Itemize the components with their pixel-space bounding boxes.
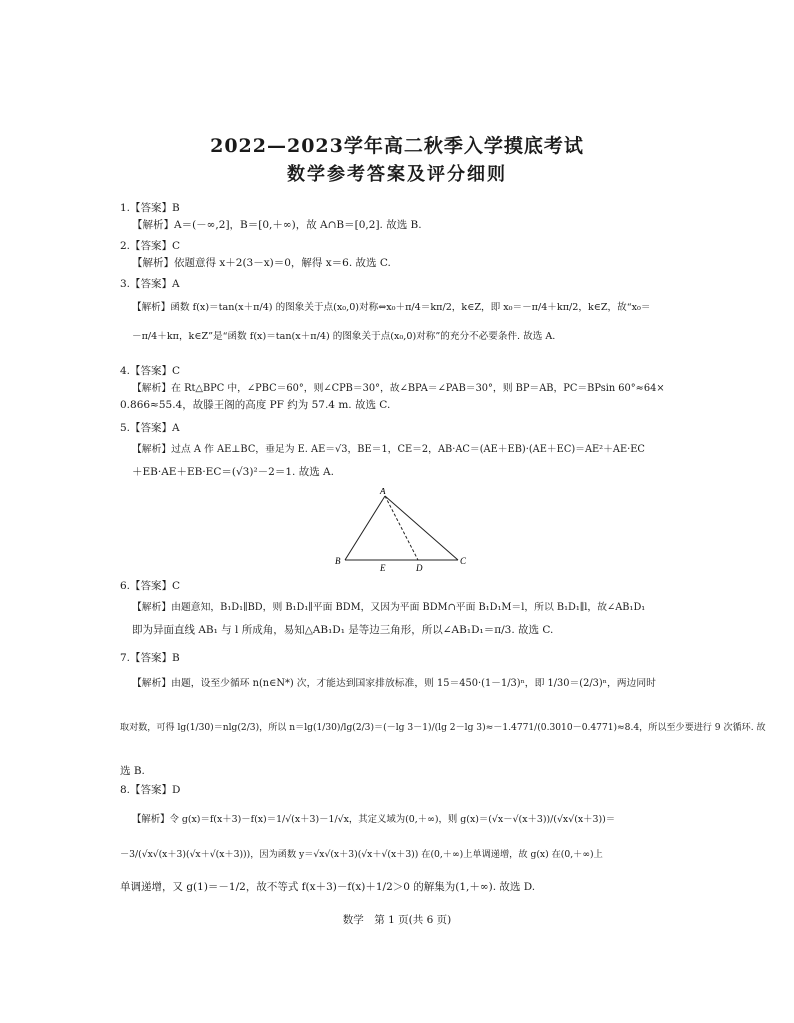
- page-title: 2022—2023学年高二秋季入学摸底考试: [210, 135, 584, 157]
- question-3: [120, 276, 680, 345]
- explanation-line: 【解析】在 Rt△BPC 中，∠PBC＝60°，则∠CPB＝30°，故∠BPA＝∠PAB＝30°，则 BP＝AB，PC＝BPsin 60°≈64×: [132, 383, 665, 394]
- question-6: [120, 578, 680, 639]
- answer-label: 3.【答案】A: [120, 278, 180, 290]
- page-subtitle: 数学参考答案及评分细则: [287, 164, 507, 185]
- answer-label: 6.【答案】C: [120, 580, 181, 592]
- explanation-line: 取对数，可得 lg(1/30)＝nlg(2/3)，所以 n＝lg(1/30)/lg(2/3)＝(－lg 3－1)/(lg 2－lg 3)≈－1.4771/(0.3010－0.4771)≈8.4，所以至少要进行 9 次循环. 故: [120, 723, 766, 733]
- label-a: A: [380, 488, 386, 496]
- explanation-line: －3/(√x√(x＋3)(√x＋√(x＋3)))，因为函数 y＝√x√(x＋3)(√x＋√(x＋3)) 在(0,＋∞)上单调递增，故 g(x) 在(0,＋∞)上: [120, 849, 603, 860]
- answer-label: 1.【答案】B: [120, 202, 180, 214]
- answer-label: 2.【答案】C: [120, 240, 181, 252]
- question-5: [120, 420, 680, 481]
- explanation-line: 【解析】令 g(x)＝f(x＋3)－f(x)＝1/√(x＋3)－1/√x，其定义域为(0,＋∞)，则 g(x)＝(√x－√(x＋3))/(√x√(x＋3))＝: [132, 814, 616, 825]
- explanation-line: 【解析】由题，设至少循环 n(n∈N*) 次，才能达到国家排放标准，则 15＝450·(1－1/3)ⁿ，即 1/30＝(2/3)ⁿ，两边同时: [132, 678, 656, 689]
- label-c: C: [460, 556, 467, 566]
- segment-ad: [385, 496, 418, 560]
- label-b: B: [335, 556, 341, 566]
- label-d: D: [416, 563, 423, 573]
- question-1: [120, 200, 680, 234]
- explanation-line: 【解析】依题意得 x＋2(3－x)＝0，解得 x＝6. 故选 C.: [132, 257, 391, 269]
- segment-ab: [345, 496, 385, 560]
- explanation-line: 单调递增，又 g(1)＝－1/2，故不等式 f(x＋3)－f(x)＋1/2＞0 的解集为(1,＋∞). 故选 D.: [120, 881, 536, 893]
- page-footer: 数学 第 1 页(共 6 页): [342, 914, 452, 926]
- question-2: [120, 238, 680, 272]
- answer-label: 8.【答案】D: [120, 784, 181, 796]
- explanation-line: 即为异面直线 AB₁ 与 l 所成角，易知△AB₁D₁ 是等边三角形，所以∠AB₁D₁＝π/3. 故选 C.: [132, 624, 554, 636]
- explanation-line: 【解析】过点 A 作 AE⊥BC，垂足为 E. AE＝√3，BE＝1，CE＝2，AB·AC＝(AE＋EB)·(AE＋EC)＝AE²＋AE·EC: [132, 444, 645, 455]
- explanation-line: －π/4＋kπ，k∈Z”是“函数 f(x)＝tan(x＋π/4) 的图象关于点(x₀,0)对称”的充分不必要条件. 故选 A.: [132, 331, 556, 342]
- explanation-line: 0.866≈55.4，故滕王阁的高度 PF 约为 57.4 m. 故选 C.: [120, 399, 391, 411]
- segment-ac: [385, 496, 458, 560]
- explanation-line: 【解析】由题意知，B₁D₁∥BD，则 B₁D₁∥平面 BDM，又因为平面 BDM∩平面 B₁D₁M＝l，所以 B₁D₁∥l，故∠AB₁D₁: [132, 602, 646, 613]
- answer-label: 5.【答案】A: [120, 422, 180, 434]
- explanation-line: 选 B.: [120, 765, 145, 777]
- explanation-line: 【解析】函数 f(x)＝tan(x＋π/4) 的图象关于点(x₀,0)对称⇔x₀＋π/4＝kπ/2，k∈Z，即 x₀＝－π/4＋kπ/2，k∈Z，故“x₀＝: [132, 302, 651, 313]
- explanation-line: ＋EB·AE＋EB·EC＝(√3)²－2＝1. 故选 A.: [132, 466, 334, 478]
- answer-label: 4.【答案】C: [120, 365, 181, 377]
- question-7: [120, 650, 766, 780]
- question-8: [120, 782, 680, 896]
- question-4: [120, 363, 680, 414]
- answer-label: 7.【答案】B: [120, 652, 180, 664]
- label-e: E: [380, 563, 386, 573]
- triangle-figure: [330, 488, 480, 573]
- explanation-line: 【解析】A＝(－∞,2]，B＝[0,＋∞)，故 A∩B＝[0,2]. 故选 B.: [132, 219, 422, 231]
